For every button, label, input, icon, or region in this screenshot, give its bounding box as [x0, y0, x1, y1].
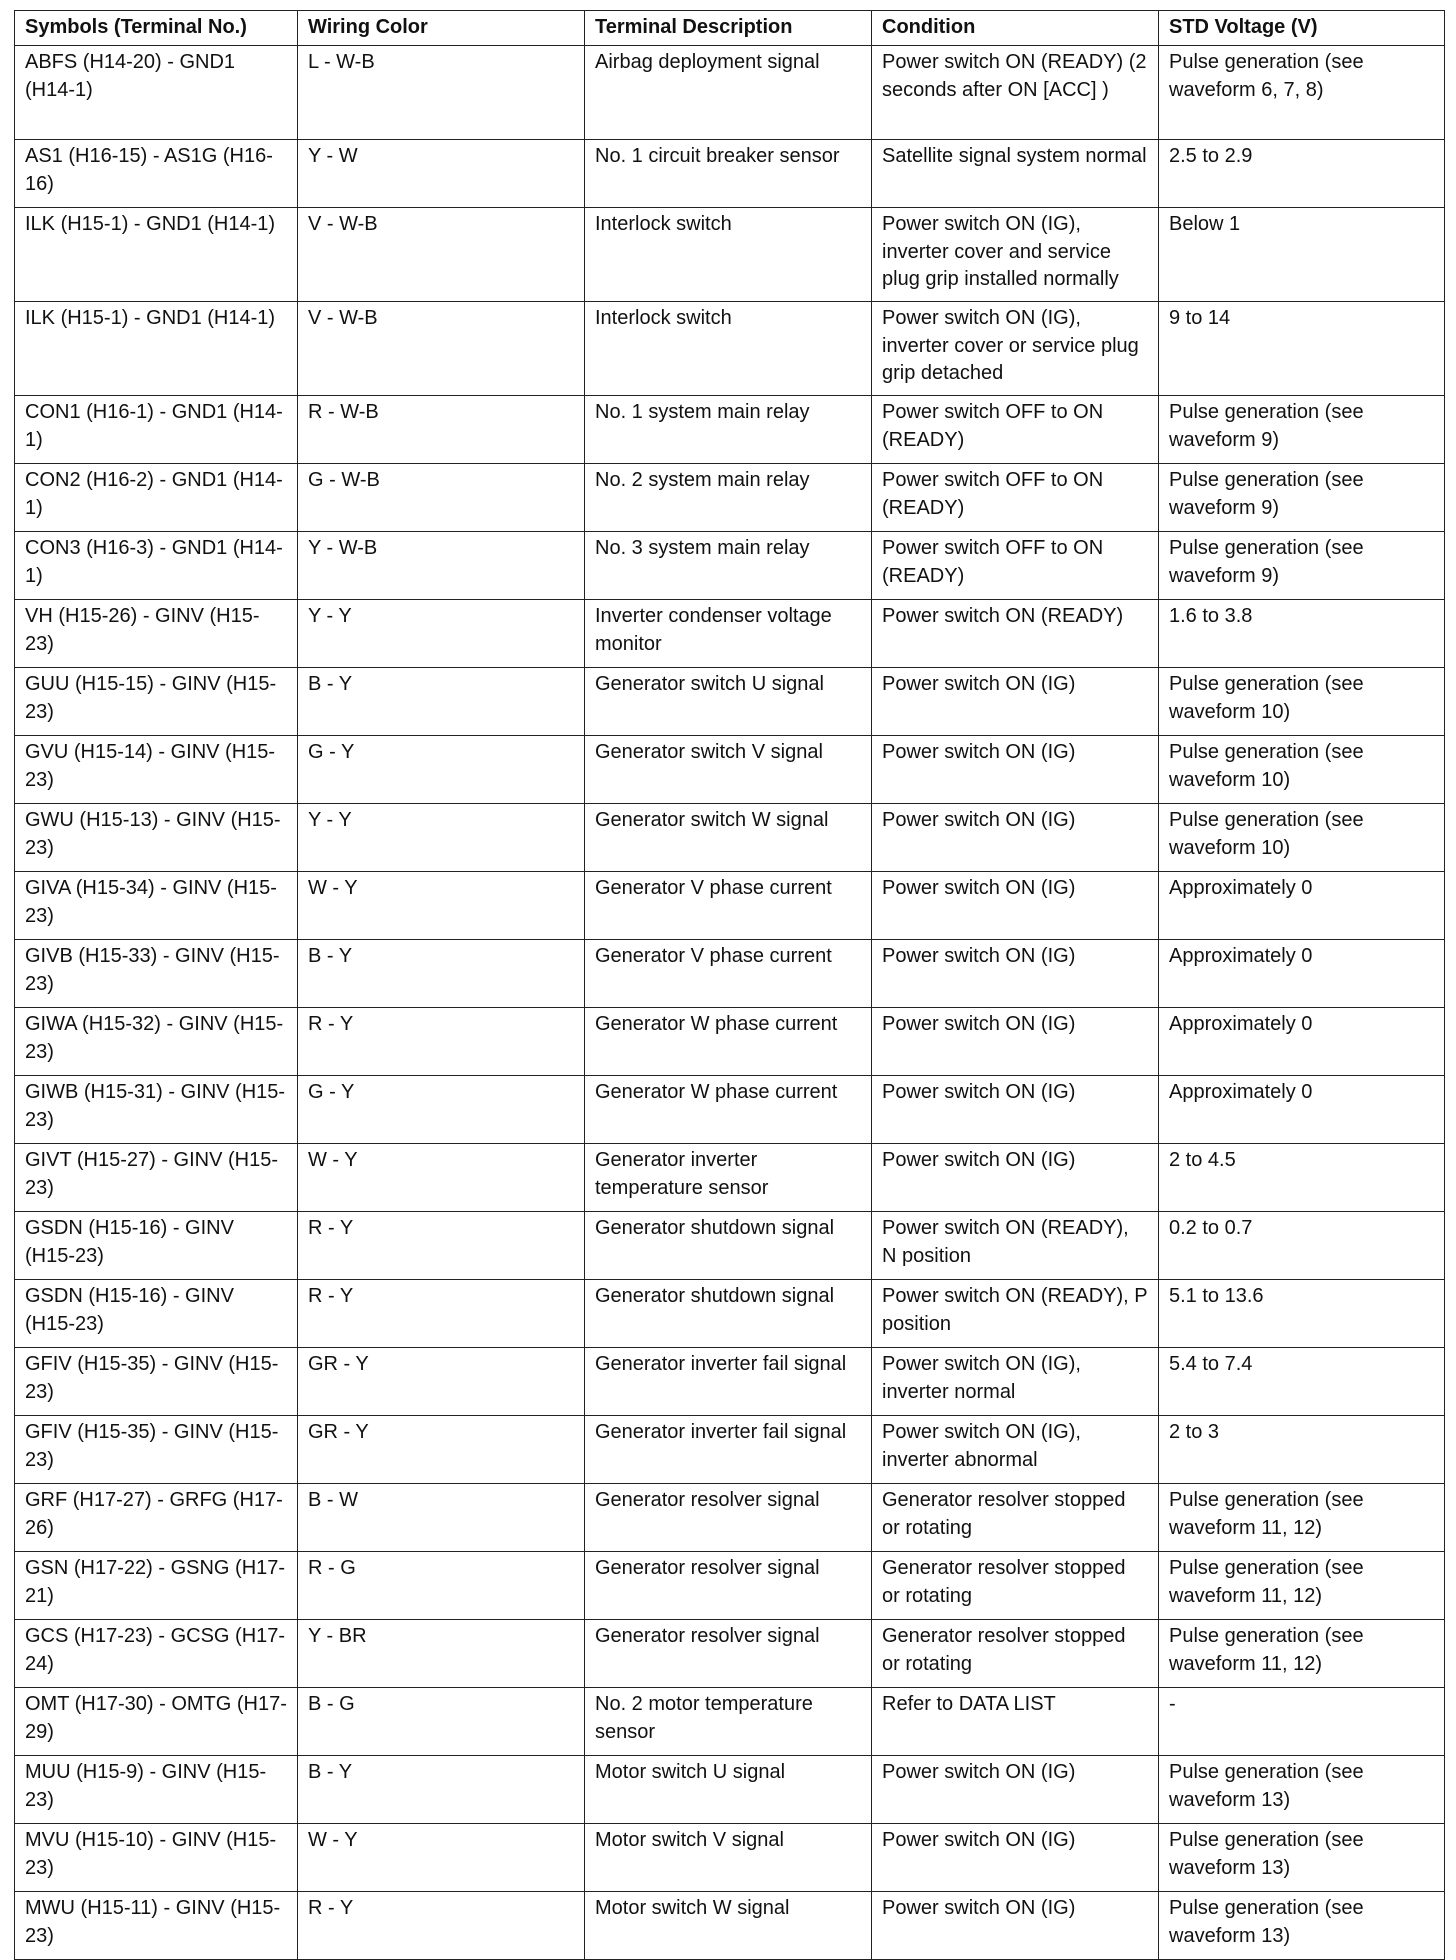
cell-condition: Power switch OFF to ON (READY)	[872, 532, 1159, 600]
table-row	[15, 1280, 1445, 1348]
cell-std-voltage: 1.6 to 3.8	[1159, 600, 1445, 668]
cell-terminal-description: Generator resolver signal	[585, 1484, 872, 1552]
cell-condition: Power switch ON (IG)	[872, 1892, 1159, 1960]
cell-std-voltage: Pulse generation (see waveform 11, 12)	[1159, 1620, 1445, 1688]
cell-wiring-color: V - W-B	[298, 208, 585, 302]
cell-symbols: GSDN (H15-16) - GINV (H15-23)	[15, 1280, 298, 1348]
cell-std-voltage: Pulse generation (see waveform 13)	[1159, 1824, 1445, 1892]
cell-condition: Power switch ON (IG)	[872, 804, 1159, 872]
table-row	[15, 1348, 1445, 1416]
cell-wiring-color: W - Y	[298, 872, 585, 940]
cell-std-voltage: 5.1 to 13.6	[1159, 1280, 1445, 1348]
cell-symbols: CON2 (H16-2) - GND1 (H14-1)	[15, 464, 298, 532]
cell-std-voltage: 0.2 to 0.7	[1159, 1212, 1445, 1280]
cell-std-voltage: Pulse generation (see waveform 13)	[1159, 1756, 1445, 1824]
cell-terminal-description: No. 2 system main relay	[585, 464, 872, 532]
cell-terminal-description: Motor switch W signal	[585, 1892, 872, 1960]
table-row	[15, 804, 1445, 872]
cell-condition: Power switch ON (READY) (2 seconds after ON [ACC] )	[872, 46, 1159, 140]
cell-symbols: GSDN (H15-16) - GINV (H15-23)	[15, 1212, 298, 1280]
cell-terminal-description: No. 3 system main relay	[585, 532, 872, 600]
cell-std-voltage: Pulse generation (see waveform 10)	[1159, 736, 1445, 804]
cell-condition: Power switch ON (READY)	[872, 600, 1159, 668]
cell-wiring-color: B - W	[298, 1484, 585, 1552]
cell-condition: Power switch ON (IG)	[872, 736, 1159, 804]
cell-symbols: GIWA (H15-32) - GINV (H15-23)	[15, 1008, 298, 1076]
cell-terminal-description: Generator shutdown signal	[585, 1280, 872, 1348]
cell-wiring-color: R - G	[298, 1552, 585, 1620]
cell-symbols: AS1 (H16-15) - AS1G (H16-16)	[15, 140, 298, 208]
cell-terminal-description: Generator resolver signal	[585, 1552, 872, 1620]
cell-symbols: VH (H15-26) - GINV (H15-23)	[15, 600, 298, 668]
cell-terminal-description: Airbag deployment signal	[585, 46, 872, 140]
cell-std-voltage: Approximately 0	[1159, 940, 1445, 1008]
header-terminal-description: Terminal Description	[585, 11, 872, 46]
cell-terminal-description: Generator switch W signal	[585, 804, 872, 872]
cell-terminal-description: Generator inverter fail signal	[585, 1348, 872, 1416]
header-symbols: Symbols (Terminal No.)	[15, 11, 298, 46]
cell-condition: Power switch OFF to ON (READY)	[872, 396, 1159, 464]
cell-condition: Power switch ON (IG)	[872, 1756, 1159, 1824]
cell-std-voltage: Pulse generation (see waveform 13)	[1159, 1892, 1445, 1960]
cell-symbols: GVU (H15-14) - GINV (H15-23)	[15, 736, 298, 804]
cell-wiring-color: G - W-B	[298, 464, 585, 532]
cell-wiring-color: GR - Y	[298, 1416, 585, 1484]
cell-symbols: GIVT (H15-27) - GINV (H15-23)	[15, 1144, 298, 1212]
cell-std-voltage: Pulse generation (see waveform 10)	[1159, 804, 1445, 872]
header-std-voltage: STD Voltage (V)	[1159, 11, 1445, 46]
cell-terminal-description: Generator V phase current	[585, 940, 872, 1008]
cell-symbols: ILK (H15-1) - GND1 (H14-1)	[15, 302, 298, 396]
cell-symbols: ILK (H15-1) - GND1 (H14-1)	[15, 208, 298, 302]
cell-std-voltage: Approximately 0	[1159, 1076, 1445, 1144]
cell-terminal-description: Motor switch V signal	[585, 1824, 872, 1892]
cell-std-voltage: Pulse generation (see waveform 9)	[1159, 464, 1445, 532]
table-row	[15, 1824, 1445, 1892]
cell-std-voltage: Pulse generation (see waveform 11, 12)	[1159, 1552, 1445, 1620]
table-row	[15, 46, 1445, 140]
cell-symbols: GUU (H15-15) - GINV (H15-23)	[15, 668, 298, 736]
table-row	[15, 1212, 1445, 1280]
cell-wiring-color: Y - W	[298, 140, 585, 208]
cell-std-voltage: 9 to 14	[1159, 302, 1445, 396]
cell-condition: Power switch ON (IG)	[872, 1144, 1159, 1212]
cell-wiring-color: B - Y	[298, 1756, 585, 1824]
table-row	[15, 1008, 1445, 1076]
cell-terminal-description: Generator inverter fail signal	[585, 1416, 872, 1484]
table-body	[15, 46, 1445, 1960]
table-row	[15, 1076, 1445, 1144]
cell-symbols: CON3 (H16-3) - GND1 (H14-1)	[15, 532, 298, 600]
cell-condition: Satellite signal system normal	[872, 140, 1159, 208]
cell-std-voltage: 2.5 to 2.9	[1159, 140, 1445, 208]
cell-std-voltage: Pulse generation (see waveform 10)	[1159, 668, 1445, 736]
cell-wiring-color: G - Y	[298, 736, 585, 804]
cell-symbols: MVU (H15-10) - GINV (H15-23)	[15, 1824, 298, 1892]
cell-terminal-description: Generator W phase current	[585, 1076, 872, 1144]
cell-std-voltage: 5.4 to 7.4	[1159, 1348, 1445, 1416]
cell-symbols: GRF (H17-27) - GRFG (H17-26)	[15, 1484, 298, 1552]
cell-std-voltage: Pulse generation (see waveform 6, 7, 8)	[1159, 46, 1445, 140]
cell-terminal-description: Motor switch U signal	[585, 1756, 872, 1824]
cell-condition: Power switch ON (READY), P position	[872, 1280, 1159, 1348]
table-row	[15, 1892, 1445, 1960]
cell-terminal-description: Interlock switch	[585, 208, 872, 302]
table-row	[15, 1144, 1445, 1212]
cell-std-voltage: Approximately 0	[1159, 1008, 1445, 1076]
cell-terminal-description: No. 1 circuit breaker sensor	[585, 140, 872, 208]
cell-terminal-description: No. 1 system main relay	[585, 396, 872, 464]
table-row	[15, 668, 1445, 736]
table-row	[15, 1552, 1445, 1620]
cell-wiring-color: GR - Y	[298, 1348, 585, 1416]
cell-std-voltage: 2 to 4.5	[1159, 1144, 1445, 1212]
cell-wiring-color: L - W-B	[298, 46, 585, 140]
cell-condition: Power switch ON (IG), inverter cover and service plug grip installed normally	[872, 208, 1159, 302]
cell-terminal-description: Generator shutdown signal	[585, 1212, 872, 1280]
cell-std-voltage: 2 to 3	[1159, 1416, 1445, 1484]
cell-wiring-color: R - Y	[298, 1892, 585, 1960]
cell-symbols: GFIV (H15-35) - GINV (H15-23)	[15, 1348, 298, 1416]
cell-symbols: GFIV (H15-35) - GINV (H15-23)	[15, 1416, 298, 1484]
cell-condition: Power switch ON (IG)	[872, 1008, 1159, 1076]
cell-symbols: CON1 (H16-1) - GND1 (H14-1)	[15, 396, 298, 464]
cell-symbols: GIVA (H15-34) - GINV (H15-23)	[15, 872, 298, 940]
cell-wiring-color: W - Y	[298, 1144, 585, 1212]
cell-std-voltage: Approximately 0	[1159, 872, 1445, 940]
cell-symbols: GSN (H17-22) - GSNG (H17-21)	[15, 1552, 298, 1620]
terminal-table-page	[14, 10, 1444, 1960]
cell-wiring-color: B - G	[298, 1688, 585, 1756]
cell-condition: Power switch ON (IG), inverter normal	[872, 1348, 1159, 1416]
cell-terminal-description: Generator inverter temperature sensor	[585, 1144, 872, 1212]
table-row	[15, 532, 1445, 600]
table-row	[15, 396, 1445, 464]
cell-symbols: GWU (H15-13) - GINV (H15-23)	[15, 804, 298, 872]
cell-condition: Power switch ON (IG), inverter abnormal	[872, 1416, 1159, 1484]
table-row	[15, 1688, 1445, 1756]
table-row	[15, 140, 1445, 208]
cell-terminal-description: Generator resolver signal	[585, 1620, 872, 1688]
cell-wiring-color: R - Y	[298, 1008, 585, 1076]
cell-condition: Power switch ON (IG)	[872, 940, 1159, 1008]
cell-condition: Power switch OFF to ON (READY)	[872, 464, 1159, 532]
cell-condition: Power switch ON (IG)	[872, 1824, 1159, 1892]
header-wiring-color: Wiring Color	[298, 11, 585, 46]
cell-symbols: GIVB (H15-33) - GINV (H15-23)	[15, 940, 298, 1008]
cell-terminal-description: Inverter condenser voltage monitor	[585, 600, 872, 668]
cell-symbols: OMT (H17-30) - OMTG (H17-29)	[15, 1688, 298, 1756]
table-row	[15, 1620, 1445, 1688]
cell-wiring-color: Y - W-B	[298, 532, 585, 600]
cell-condition: Power switch ON (READY), N position	[872, 1212, 1159, 1280]
cell-terminal-description: Generator W phase current	[585, 1008, 872, 1076]
cell-condition: Refer to DATA LIST	[872, 1688, 1159, 1756]
cell-std-voltage: Pulse generation (see waveform 11, 12)	[1159, 1484, 1445, 1552]
cell-wiring-color: W - Y	[298, 1824, 585, 1892]
cell-condition: Generator resolver stopped or rotating	[872, 1552, 1159, 1620]
cell-symbols: GCS (H17-23) - GCSG (H17-24)	[15, 1620, 298, 1688]
cell-terminal-description: Generator V phase current	[585, 872, 872, 940]
table-row	[15, 464, 1445, 532]
cell-condition: Power switch ON (IG), inverter cover or service plug grip detached	[872, 302, 1159, 396]
cell-condition: Generator resolver stopped or rotating	[872, 1620, 1159, 1688]
cell-symbols: MUU (H15-9) - GINV (H15-23)	[15, 1756, 298, 1824]
table-row	[15, 1484, 1445, 1552]
cell-wiring-color: Y - Y	[298, 600, 585, 668]
table-row	[15, 208, 1445, 302]
cell-terminal-description: Interlock switch	[585, 302, 872, 396]
cell-wiring-color: R - Y	[298, 1280, 585, 1348]
cell-condition: Power switch ON (IG)	[872, 872, 1159, 940]
cell-symbols: MWU (H15-11) - GINV (H15-23)	[15, 1892, 298, 1960]
table-row	[15, 736, 1445, 804]
cell-condition: Power switch ON (IG)	[872, 1076, 1159, 1144]
cell-terminal-description: Generator switch U signal	[585, 668, 872, 736]
cell-wiring-color: B - Y	[298, 940, 585, 1008]
table-row	[15, 1416, 1445, 1484]
cell-condition: Generator resolver stopped or rotating	[872, 1484, 1159, 1552]
cell-wiring-color: Y - BR	[298, 1620, 585, 1688]
table-row	[15, 600, 1445, 668]
table-row	[15, 872, 1445, 940]
cell-std-voltage: Pulse generation (see waveform 9)	[1159, 396, 1445, 464]
cell-terminal-description: Generator switch V signal	[585, 736, 872, 804]
cell-wiring-color: G - Y	[298, 1076, 585, 1144]
cell-symbols: GIWB (H15-31) - GINV (H15-23)	[15, 1076, 298, 1144]
cell-std-voltage: -	[1159, 1688, 1445, 1756]
cell-std-voltage: Pulse generation (see waveform 9)	[1159, 532, 1445, 600]
table-row	[15, 1756, 1445, 1824]
cell-wiring-color: R - W-B	[298, 396, 585, 464]
cell-wiring-color: R - Y	[298, 1212, 585, 1280]
cell-wiring-color: V - W-B	[298, 302, 585, 396]
cell-std-voltage: Below 1	[1159, 208, 1445, 302]
cell-wiring-color: B - Y	[298, 668, 585, 736]
table-row	[15, 302, 1445, 396]
cell-wiring-color: Y - Y	[298, 804, 585, 872]
cell-symbols: ABFS (H14-20) - GND1 (H14-1)	[15, 46, 298, 140]
terminal-voltage-table	[14, 10, 1445, 1960]
header-condition: Condition	[872, 11, 1159, 46]
table-header-row	[15, 11, 1445, 46]
cell-condition: Power switch ON (IG)	[872, 668, 1159, 736]
cell-terminal-description: No. 2 motor temperature sensor	[585, 1688, 872, 1756]
table-row	[15, 940, 1445, 1008]
